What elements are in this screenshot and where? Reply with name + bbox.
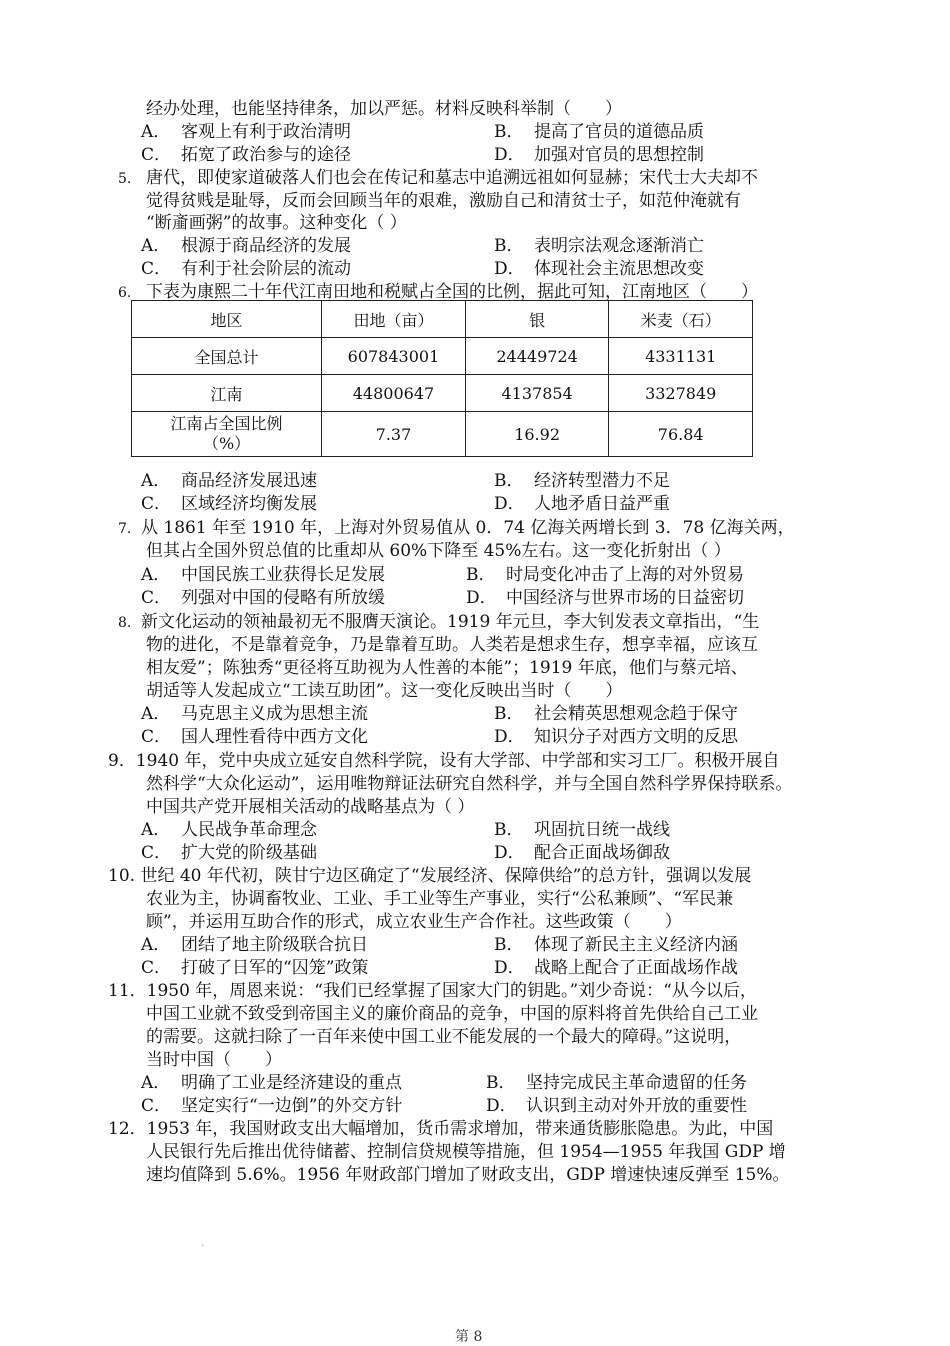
q8-stem-line-2: 物的进化，不是靠着竞争，乃是靠着互助。人类若是想求生存，想享幸福，应该互 [146, 635, 758, 655]
q12-stem-line-2: 人民银行先后推出优待储蓄、控制信贷规模等措施，但 1954—1955 年我国 GDP 增 [146, 1142, 786, 1162]
q5-number: 5. [118, 171, 132, 187]
table-cell: 全国总计 [132, 338, 322, 375]
q8-stem-line-3: 相友爱”；陈独秀“更径将互助视为人性善的本能”；1919 年底，他们与蔡元培、 [146, 658, 748, 678]
q8-option-a: A． 马克思主义成为思想主流 [141, 704, 368, 724]
q11-option-a: A． 明确了工业是经济建设的重点 [141, 1073, 402, 1093]
q5-stem-line-2: 觉得贫贱是耻辱，反而会回顾当年的艰难，激励自己和清贫士子，如范仲淹就有 [146, 191, 741, 211]
q7-option-c: C． 列强对中国的侵略有所放缓 [141, 588, 385, 608]
q9-stem-line-1: 9．1940 年，党中央成立延安自然科学院，设有大学部、中学部和实习工厂。积极开展自 [108, 751, 780, 771]
q7-option-b: B． 时局变化冲击了上海的对外贸易 [466, 565, 744, 585]
q10-option-c: C． 打破了日军的“囚笼”政策 [141, 958, 369, 978]
table-cell: 44800647 [322, 375, 466, 412]
q4-option-d: D． 加强对官员的思想控制 [494, 145, 704, 165]
q8-option-c: C． 国人理性看待中西方文化 [141, 727, 368, 747]
q4-option-a: A． 客观上有利于政治清明 [141, 122, 351, 142]
table-cell: 江南 [132, 375, 322, 412]
table-cell: 4331131 [609, 338, 753, 375]
q11-stem-line-1: 11．1950 年，周恩来说：“我们已经掌握了国家大门的钥匙。”刘少奇说：“从今以后， [108, 981, 757, 1001]
q12-stem-line-1: 12．1953 年，我国财政支出大幅增加，货币需求增加，带来通货膨胀隐患。为此，中国 [108, 1119, 774, 1139]
q7-number: 7. [118, 521, 132, 537]
q11-option-b: B． 坚持完成民主革命遗留的任务 [486, 1073, 747, 1093]
q4-option-b: B． 提高了官员的道德品质 [494, 122, 704, 142]
q6-number: 6. [118, 285, 132, 301]
table-row [132, 338, 753, 375]
table-row [132, 412, 753, 457]
q10-option-b: B． 体现了新民主主义经济内涵 [494, 935, 738, 955]
table-row [132, 375, 753, 412]
q12-stem-line-3: 速均值降到 5.6%。1956 年财政部门增加了财政支出，GDP 增速快速反弹至 15%。 [146, 1165, 790, 1185]
q8-stem-line-1: 新文化运动的领袖最初无不服膺天演论。1919 年元旦，李大钊发表文章指出，“生 [141, 612, 760, 632]
table-cell: 7.37 [322, 412, 466, 457]
q8-option-d: D． 知识分子对西方文明的反思 [494, 727, 738, 747]
q7-stem-line-2: 但其占全国外贸总值的比重却从 60%下降至 45%左右。这一变化折射出（ ） [146, 541, 731, 561]
table-cell: 16.92 [465, 412, 609, 457]
table-cell [132, 412, 322, 457]
q6-option-d: D． 人地矛盾日益严重 [494, 494, 670, 514]
q5-option-a: A． 根源于商品经济的发展 [141, 236, 351, 256]
table-header-cell: 田地（亩） [322, 301, 466, 338]
q10-option-d: D． 战略上配合了正面战场作战 [494, 958, 738, 978]
q9-stem-line-2: 然科学“大众化运动”，运用唯物辩证法研究自然科学，并与全国自然科学界保持联系。 [146, 774, 793, 794]
table-header-cell: 米麦（石） [609, 301, 753, 338]
table-cell: 76.84 [609, 412, 753, 457]
q11-option-d: D． 认识到主动对外开放的重要性 [486, 1096, 747, 1116]
q5-option-d: D． 体现社会主流思想改变 [494, 259, 704, 279]
q8-stem-line-4: 胡适等人发起成立“工读互助团”。这一变化反映出当时（ ） [146, 681, 623, 701]
q7-stem-line-1: 从 1861 年至 1910 年，上海对外贸易值从 0．74 亿海关两增长到 3．78 亿海关两， [141, 518, 795, 538]
q6-option-c: C． 区域经济均衡发展 [141, 494, 317, 514]
q5-stem-line-1: 唐代，即使家道破落人们也会在传记和墓志中追溯远祖如何显赫；宋代士大夫却不 [146, 168, 758, 188]
q8-option-b: B． 社会精英思想观念趋于保守 [494, 704, 738, 724]
q6-option-a: A． 商品经济发展迅速 [141, 471, 317, 491]
q9-stem-line-3: 中国共产党开展相关活动的战略基点为（ ） [146, 797, 475, 817]
ratio-label-line-1: 江南占全国比例 [170, 414, 283, 433]
q10-stem-line-1: 10. 世纪 40 年代初，陕甘宁边区确定了“发展经济、保障供给”的总方针，强调以发展 [108, 866, 752, 886]
q9-option-d: D． 配合正面战场御敌 [494, 843, 670, 863]
q5-stem-line-3: “断齑画粥”的故事。这种变化（ ） [146, 213, 407, 233]
q5-option-b: B． 表明宗法观念逐渐消亡 [494, 236, 704, 256]
table-cell: 24449724 [465, 338, 609, 375]
q6-option-b: B． 经济转型潜力不足 [494, 471, 670, 491]
q11-stem-line-4: 当时中国（ ） [146, 1050, 282, 1070]
q4-option-c: C． 拓宽了政治参与的途径 [141, 145, 351, 165]
table-header-cell: 银 [465, 301, 609, 338]
q11-stem-line-3: 的需要。这就扫除了一百年来使中国工业不能发展的一个最大的障碍。”这说明， [146, 1027, 742, 1047]
q10-option-a: A． 团结了地主阶级联合抗日 [141, 935, 368, 955]
ratio-label-line-2: （%） [202, 434, 251, 453]
table-cell: 4137854 [465, 375, 609, 412]
table-header-cell: 地区 [132, 301, 322, 338]
q9-option-c: C． 扩大党的阶级基础 [141, 843, 317, 863]
q11-option-c: C． 坚定实行“一边倒”的外交方针 [141, 1096, 403, 1116]
q10-stem-line-3: 顾”，并运用互助合作的形式，成立农业生产合作社。这些政策（ ） [146, 912, 682, 932]
table-header-row [132, 301, 753, 338]
table-cell: 607843001 [322, 338, 466, 375]
q9-option-b: B． 巩固抗日统一战线 [494, 820, 670, 840]
q6-stem: 下表为康熙二十年代江南田地和税赋占全国的比例，据此可知，江南地区（ ） [146, 282, 758, 302]
q10-stem-line-2: 农业为主，协调畜牧业、工业、手工业等生产事业，实行“公私兼顾”、“军民兼 [146, 889, 734, 909]
q5-option-c: C． 有利于社会阶层的流动 [141, 259, 351, 279]
q4-stem-tail: 经办处理，也能坚持律条，加以严惩。材料反映科举制（ ） [146, 99, 622, 119]
table-cell: 3327849 [609, 375, 753, 412]
page-footer: 第 8 [455, 1329, 483, 1345]
q7-option-d: D． 中国经济与世界市场的日益密切 [466, 588, 744, 608]
q11-stem-line-2: 中国工业就不致受到帝国主义的廉价商品的竞争，中国的原料将首先供给自己工业 [146, 1004, 758, 1024]
q6-data-table [131, 300, 753, 457]
q7-option-a: A． 中国民族工业获得长足发展 [141, 565, 385, 585]
stray-mark: . [201, 1238, 205, 1249]
q8-number: 8. [118, 615, 132, 631]
q9-option-a: A． 人民战争革命理念 [141, 820, 317, 840]
